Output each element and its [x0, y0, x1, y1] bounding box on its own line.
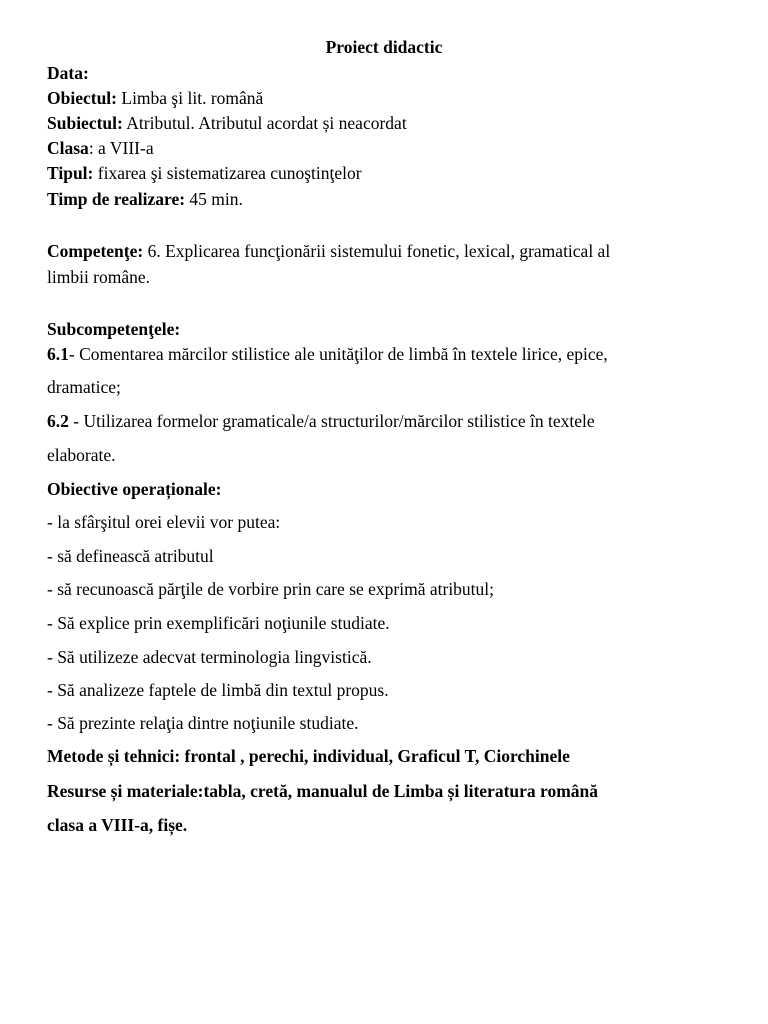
- competente-label: Competenţe:: [47, 241, 144, 261]
- obiectiv-text: - Să prezinte relaţia dintre noţiunile studiate.: [47, 713, 359, 733]
- competente-text: 6. Explicarea funcţionării sistemului fonetic, lexical, gramatical al: [143, 241, 611, 261]
- obiectiv-text: - Să utilizeze adecvat terminologia lingvistică.: [47, 647, 372, 667]
- obiectiv-item: [47, 612, 390, 634]
- obiectiv-text: - la sfârşitul orei elevii vor putea:: [47, 512, 281, 532]
- metode-line: [47, 745, 570, 767]
- data-label: Data:: [47, 63, 89, 83]
- subcompetenta-text-cont: elaborate.: [47, 445, 116, 465]
- subiectul-label: Subiectul:: [47, 113, 123, 133]
- obiectiv-item: [47, 545, 214, 567]
- document-title: [0, 36, 768, 58]
- obiectul-field: [47, 87, 263, 109]
- obiectiv-text: - Să analizeze faptele de limbă din textul propus.: [47, 680, 389, 700]
- subcompetenta-6-1-line-2: [47, 376, 121, 398]
- subcompetenta-6-2-line-2: [47, 444, 116, 466]
- competente-text-cont: limbii române.: [47, 267, 151, 287]
- resurse-line-2: [47, 814, 187, 836]
- obiective-label: Obiective operaționale:: [47, 479, 222, 499]
- tipul-field: [47, 162, 362, 184]
- obiectiv-text: - Să explice prin exemplificări noţiunile studiate.: [47, 613, 390, 633]
- obiectiv-text: - să recunoască părţile de vorbire prin care se exprimă atributul;: [47, 579, 495, 599]
- competente-line-1: [47, 240, 610, 262]
- obiective-heading: [47, 478, 221, 500]
- obiectiv-item: [47, 578, 494, 600]
- subiectul-value: Atributul. Atributul acordat și neacordat: [122, 113, 407, 133]
- subcompetenta-number: 6.1: [47, 344, 69, 364]
- subcompetente-heading: [47, 318, 180, 340]
- subcompetenta-6-1-line-1: [47, 343, 608, 365]
- subcompetente-label: Subcompetenţele:: [47, 319, 181, 339]
- timp-value: 45 min.: [185, 189, 243, 209]
- obiectiv-item: [47, 712, 359, 734]
- subcompetenta-text: - Utilizarea formelor gramaticale/a structurilor/mărcilor stilistice în textele: [68, 411, 595, 431]
- timp-label: Timp de realizare:: [47, 189, 186, 209]
- timp-field: [47, 188, 243, 210]
- clasa-label: Clasa: [47, 138, 89, 158]
- clasa-field: [47, 137, 154, 159]
- resurse-text-cont: clasa a VIII-a, fișe.: [47, 815, 188, 835]
- subcompetenta-text: - Comentarea mărcilor stilistice ale unităţilor de limbă în textele lirice, epice,: [68, 344, 608, 364]
- title-text: Proiect didactic: [325, 37, 443, 57]
- resurse-text: Resurse și materiale:tabla, cretă, manualul de Limba și literatura română: [47, 781, 599, 801]
- tipul-value: fixarea şi sistematizarea cunoştinţelor: [93, 163, 362, 183]
- tipul-label: Tipul:: [47, 163, 94, 183]
- subcompetenta-text-cont: dramatice;: [47, 377, 121, 397]
- competente-line-2: [47, 266, 150, 288]
- obiectiv-item: [47, 679, 389, 701]
- subcompetenta-6-2-line-1: [47, 410, 595, 432]
- clasa-value: : a VIII-a: [88, 138, 154, 158]
- obiectiv-item: [47, 511, 280, 533]
- obiectiv-text: - să definească atributul: [47, 546, 214, 566]
- subiectul-field: [47, 112, 407, 134]
- metode-text: Metode și tehnici: frontal , perechi, individual, Graficul T, Ciorchinele: [47, 746, 570, 766]
- obiectul-label: Obiectul:: [47, 88, 117, 108]
- resurse-line-1: [47, 780, 598, 802]
- obiectiv-item: [47, 646, 372, 668]
- data-field: [47, 62, 89, 84]
- obiectul-value: Limba şi lit. română: [117, 88, 264, 108]
- subcompetenta-number: 6.2: [47, 411, 69, 431]
